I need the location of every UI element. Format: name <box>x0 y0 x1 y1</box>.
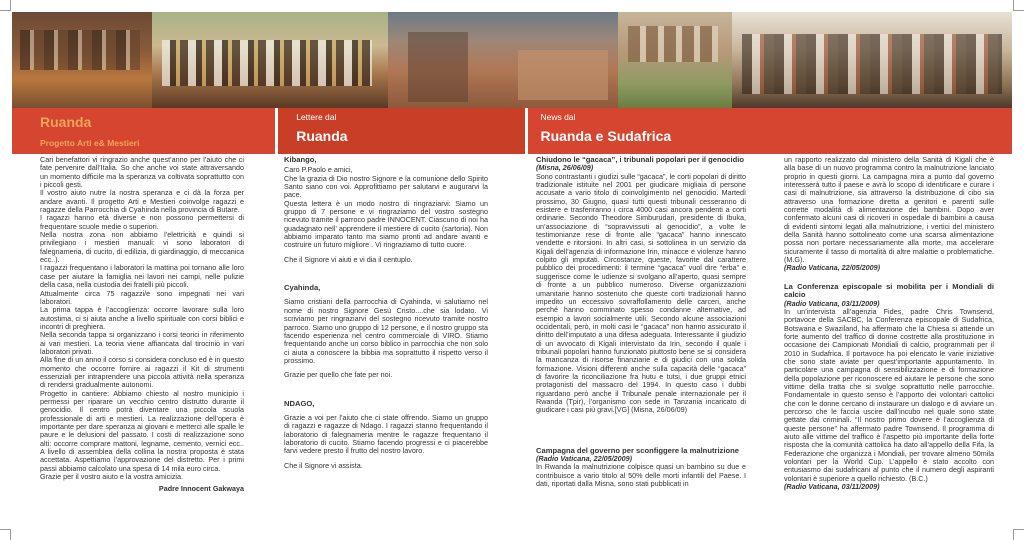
paragraph: La prima tappa è l’accoglienza: occorre lavorare sulla loro autostima, ci si aiuta anche a livello spirituale con corsi biblici e incontri di preghiera. <box>40 305 244 331</box>
article-heading: Chiudono le “gacaca”, i tribunali popolari per il genocidio <box>536 155 745 164</box>
article-heading: La Conferenza episcopale si mobilita per i Mondiali di calcio <box>784 281 994 300</box>
band-right-kicker: News dal <box>540 112 576 122</box>
article-source: (Radio Vaticana, 22/05/2009) <box>784 263 881 273</box>
band-left-title: Ruanda <box>40 114 92 130</box>
header-band <box>12 108 1012 154</box>
article-heading: Campagna del governo per sconfiggere la malnutrizione <box>536 445 739 455</box>
paragraph: Che la grazia di Dio nostro Signore e la comunione dello Spirito Santo siano con voi. Approfittiamo per salutarvi e augurarvi la pace. <box>284 173 488 200</box>
paragraph: Progetto in cantiere: Abbiamo chiesto al nostro municipio i permessi per riparare un vecchio centro distrutto durante il genocidio. Il centro potrà diventare una piccola scuola professionale di arti e mestieri. La realizzazione dell’opera è importante per dare speranza ai giovani e metterci alle spalle le paure e le delusioni del passato. I costi di realizzazione sono alti: occorre comprare mattoni, legname, cemento, vernici ecc.. A livello di assemblea della collina la nostra proposta è stata accettata. Aspettiamo l’approvazione del distretto. Per i primi passi abbiamo calcolato una spesa di 14 mila euro circa. <box>40 388 244 473</box>
article-source: (Radio Vaticana, 03/11/2009) <box>784 482 880 492</box>
crop-mark-bottom-right <box>1013 529 1024 540</box>
column-news-1 <box>536 156 746 488</box>
photo-construction-site <box>388 12 618 108</box>
paragraph: Che il Signore vi assista. <box>284 460 363 470</box>
band-left <box>12 108 275 154</box>
paragraph: In un’intervista all’agenzia Fides, padre Chris Townsend, portavoce della SACBC, la Conferenza episcopale di Sudafrica, Botswana e Swaziland, ha affermato che la Chiesa si attende un forte aumento del traffico di donne costrette alla prostituzione in occasione dei Campionati Mondiali di calcio, programmati per il 2010 in Sudafrica. Il portavoce ha poi elencato le varie iniziative che sono state aviate per quest’importante appuntamento. In particolare una campagna di sensibilizzazione e di formazione della popolazione per riconoscere ed aiutare le persone che sono vittime della tratta che si svolge soprattutto nelle parrocchie. Fondamentale in questo senso è l’apporto dei volontari cattolici che con le donne cercano di instaurare un dialogo e di avviare un percorso che le faccia uscire dall’incubo nel quale sono state gettate dai criminali. “Il nostro primo dovere è l’accoglienza di queste persone” ha affermato padre Townsend. Il programma di aiuto alle vittime del traffico è l’aspetto più importante della forte risposta che la comunità cattolica ha dato all’appello della Fifa, la Federazione che organizza i Mondiali, per trovare almeno 50mila volontari per la World Cup. L’appello è stato accolto con entusiasmo dai sudafricani al punto che il numero degli aspiranti volontari è superiore a quello richiesto. (B.C.) <box>784 306 994 483</box>
paragraph: Che il Signore vi aiuti e vi dia il centuplo. <box>284 254 413 264</box>
paragraph: Alla fine di un anno il corso si considera concluso ed è in questo momento che occorre fornire ai ragazzi il Kit di strumenti essenziali per intraprendere una piccola attività nella speranza di rendersi gradualmente autonomi. <box>40 355 244 390</box>
column-letters <box>284 156 488 470</box>
column-news-2 <box>784 156 994 491</box>
letter-heading: Kibango, <box>284 155 317 164</box>
paragraph: I ragazzi hanno età diverse e non possono permettersi di frequentare scuole medie o superiori. <box>40 213 244 231</box>
photo-community-meeting <box>732 12 1012 108</box>
band-mid <box>275 108 525 154</box>
column-project <box>40 156 244 494</box>
paragraph: Sono contrastanti i giudizi sulle “gacaca”, le corti popolari di diritto tradizionale istituite nel 2001 per giudicare migliaia di persone accusate a vario titolo di coinvolgimento nel genocidio. Martedì prossimo, 30 Giugno, quasi tutti questi tribunali cesseranno di esistere e trasferiranno i circa 4000 casi ancora pendenti a corti ordinarie. Secondo Theodore Simburudari, presidente di Ibuka, un’associazione di “sopravvissuti al genocidio”, a volte le testimonianze rese di fronte alle “gacaca” hanno innescato vendette e ritorsioni. In altri casi, si sottolinea in un servizio da Kigali dell’agenzia di informazione Irin, minacce e violenze hanno colpito gli imputati. Circostanze, queste, favorite dal carattere pubblico dei procedimenti: il termine “gacaca” vuol dire “erba” e suggerisce come le udienze si svolgano all’aperto, quasi sempre di fronte a un pubblico numeroso. Diverse organizzazioni umanitarie hanno sostenuto che queste corti tradizionali hanno impedito un eccessivo sovraffollamento delle carceri, anche perché hanno comminato spesso condanne alternative, ad esempio a lavori socialmente utili. Secondo alcune associazioni occidentali, però, in molti casi le “gacaca” non hanno assicurato il diritto dell’imputato a una difesa adeguata. Interessante il giudizio di un avvocato di Kigali intervistato da Irin, secondo il quale i tribunali popolari hanno funzionato piuttosto bene se si considera la mancanza di risorse finanziarie e di giudici con una solida formazione. Visioni differenti anche sulla capacità delle “gacaca” di favorire la riconciliazione fra hutu e tutsi, i due gruppi etnici protagonisti del massacro del 1994. In questo caso i dubbi riguardano però anche il Tribunale penale internazionale per il Rwanda (Tpir), l’organismo con sede in Tanzania incaricato di giudicare i casi più gravi.[VG] (Misna, 26/06/09) <box>536 171 746 415</box>
article-source: (Radio Vaticana, 22/05/2009) <box>536 454 633 463</box>
paragraph: Il vostro aiuto nutre la nostra speranza e ci dà la forza per andare avanti. Il progetto Arti e Mestieri coinvolge ragazzi e ragazze della Parrocchia di Cyahinda nella provincia di Butare. <box>40 188 244 215</box>
article-source: (Misna, 26/06/09) <box>536 163 594 173</box>
photo-school-building <box>618 12 732 108</box>
paragraph: Caro P.Paolo e amici, <box>284 165 353 175</box>
photo-classroom <box>12 12 152 108</box>
article-source: (Radio Vaticana, 03/11/2009) <box>784 298 880 308</box>
paragraph: Nella seconda tappa si organizzano i corsi teorici in riferimento ai vari mestieri. La teoria viene affiancata dal tirocinio in vari laboratori privati. <box>40 330 244 356</box>
paragraph: Siamo cristiani della parrocchia di Cyahinda, vi salutiamo nel nome di nostro Signore Gesù Cristo....che sia lodato. Vi scriviamo per ringraziarvi del sostegno ricevuto tramite nostro parroco. Siamo uno gruppo di 12 persone, e il nostro gruppo sta facendo esperienza nel centro commerciale di VIRO. Stiamo frequentando anche un corso biblico in parrocchia che non solo ci aiuta a conoscere la bibbia ma soprattutto il rispetto verso il prossimo. <box>284 297 488 365</box>
paragraph: Nella nostra zona non abbiamo l’elettricità e quindi si privilegiano i mestieri manuali: vi sono laboratori di falegnameria, di cucito, di edilizia, di giardinaggio, di meccanica ecc..). <box>40 230 244 265</box>
paragraph: I ragazzi frequentano i laboratori la mattina poi tornano alle loro case per aiutare la famiglia nei lavori nei campi, nelle pulizie della casa, nella custodia dei fratelli più piccoli. <box>40 263 244 290</box>
photo-workshop-group <box>152 12 388 108</box>
article-source-text: Radio Vaticana, 22/05/2009) <box>786 263 881 273</box>
letter-heading: Cyahinda, <box>284 283 321 293</box>
crop-mark-top-left <box>0 0 11 11</box>
band-right-title: Ruanda e Sudafrica <box>540 128 672 144</box>
band-right <box>525 108 1012 154</box>
paragraph: Grazie per il vostro aiuto e la vostra amicizia. <box>40 472 184 482</box>
band-mid-title: Ruanda <box>296 128 348 144</box>
paragraph: un rapporto realizzato dal ministero della Sanità di Kigali che è alla base di un nuovo programma contro la malnutrizione lanciato proprio in questi giorni. La campagna mira a punto dal governo interesserà tutto il paese e avrà lo scopo di identificare e curare i casi di malnutrizione, sia attraverso la distribuzione di cibo sia attraverso una formazione diretta a genitori e parenti sulle corrette modalità di alimentazione dei bambini. Dopo aver confermato alcuni casi di ricoveri in ospedale di bambini a causa di evidenti sintomi legati alla malnutrizione, i vertici del ministero della Sanità hanno sottolineato come una scarsa alimentazione possa non portare necessariamente alla morte, ma accelerare sicuramente il tasso di mortalità di altre malattie o problematiche. (M.G). <box>784 155 994 265</box>
photo-strip <box>12 12 1012 108</box>
paragraph: Grazie a voi per l’aiuto che ci state offrendo. Siamo un gruppo di ragazzi e ragazze di Ndago. I ragazzi stanno frequentando il laboratorio di falegnameria mentre le ragazze frequentano il laboratorio di cucito. Stiamo facendo progressi e ci piacerebbe farvi vedere presto il frutto del nostro lavoro. <box>284 412 488 456</box>
paragraph: Grazie per quello che fate per noi. <box>284 370 393 380</box>
paragraph: Cari benefattori vi ringrazio anche quest’anno per l’aiuto che ci fate pervenire dall’Italia. So che anche voi state attraversando un momento difficile ma la speranza va coltivata soprattutto con i piccoli gesti. <box>40 155 244 190</box>
letter-heading: NDAGO, <box>284 398 315 408</box>
crop-mark-top-right <box>1013 0 1024 11</box>
paragraph: Attualmente circa 75 ragazzi/e sono impegnati nei vari laboratori. <box>40 288 244 306</box>
paragraph: In Rwanda la malnutrizione colpisce quasi un bambino su due e contribuisce a vario titolo al 50% delle morti infantili del Paese. I dati, riportati dalla Misna, sono stati pubblicati in <box>536 462 746 489</box>
paragraph: Questa lettera è un modo nostro di ringraziarvi: Siamo un gruppo di 7 persone e vi ringraziamo del vostro sostegno ricevuto tramite il parroco padre INNOCENT. Ciascuno di noi ha guadagnato nell’ apprendere il mestiere di cucito (sartoria). Non abbiamo imparato tanto ma siamo pronti ad andare avanti e costruire un futuro migliore . Vi ringraziamo di tutto cuore. <box>284 198 488 250</box>
crop-mark-bottom-left <box>0 529 11 540</box>
signature: Padre Innocent Gakwaya <box>158 484 244 494</box>
band-left-subtitle: Progetto Arti e& Mestieri <box>40 138 140 148</box>
band-mid-kicker: Lettere dal <box>296 112 337 122</box>
